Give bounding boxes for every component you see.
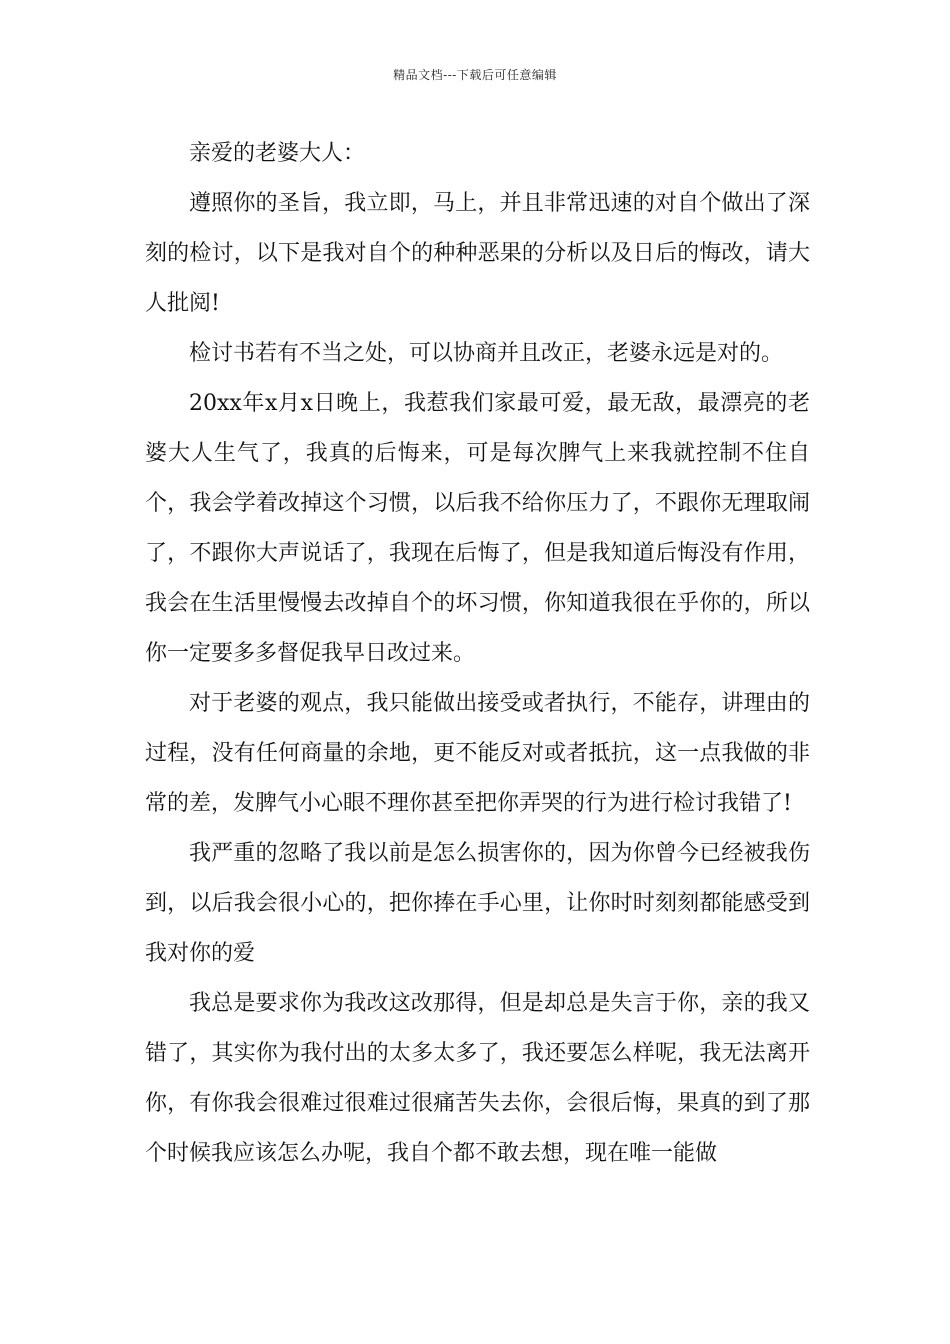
paragraph-salutation: 亲爱的老婆大人：	[189, 141, 366, 166]
paragraph: 20xx年x月x日晚上，我惹我们家最可爱，最无敌，最漂亮的老婆大人生气了，我真的后悔来，可是每次脾气上来我就控制不住自个，我会学着改掉这个习惯，以后我不给你压力了，不跟你无理取闹了，不跟你大声说话了，我现在后悔了，但是我知道后悔没有作用，我会在生活里慢慢去改掉自个的坏习惯，你知道我很在乎你的，所以你一定要多多督促我早日改过来。	[145, 391, 810, 666]
paragraph: 遵照你的圣旨，我立即，马上，并且非常迅速的对自个做出了深刻的检讨，以下是我对自个的种种恶果的分析以及日后的悔改，请大人批阅!	[145, 191, 810, 316]
paragraph: 对于老婆的观点，我只能做出接受或者执行，不能存，讲理由的过程，没有任何商量的余地，更不能反对或者抵抗，这一点我做的非常的差，发脾气小心眼不理你甚至把你弄哭的行为进行检讨我错了!	[145, 691, 810, 816]
document-body	[145, 129, 810, 1179]
paragraph: 我总是要求你为我改这改那得，但是却总是失言于你，亲的我又错了，其实你为我付出的太多太多了，我还要怎么样呢，我无法离开你，有你我会很难过很难过很痛苦失去你，会很后悔，果真的到了那个时候我应该怎么办呢，我自个都不敢去想，现在唯一能做	[145, 991, 810, 1166]
paragraph: 检讨书若有不当之处，可以协商并且改正，老婆永远是对的。	[189, 341, 784, 366]
page-header: 精品文档---下载后可任意编辑	[393, 68, 557, 82]
paragraph: 我严重的忽略了我以前是怎么损害你的，因为你曾今已经被我伤到，以后我会很小心的，把你捧在手心里，让你时时刻刻都能感受到我对你的爱	[145, 841, 810, 966]
